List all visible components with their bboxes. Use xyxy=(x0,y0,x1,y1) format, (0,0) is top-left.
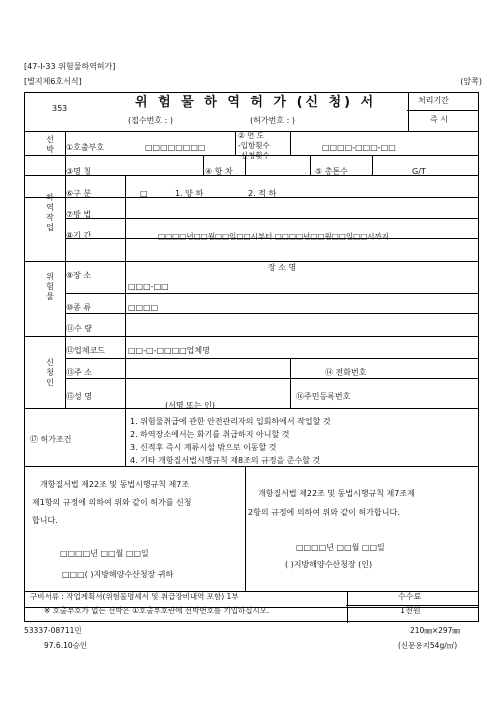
apply-count-label: -신청횟수 xyxy=(238,151,270,160)
phone-label: ⑭ 전화번호 xyxy=(325,368,367,377)
tonnage-label: ⑤ 총톤수 xyxy=(315,167,348,176)
receipt-number: (접수번호 : ) xyxy=(128,116,173,125)
required-docs: 구비서류 : 작업계획서(위험물명세서 및 취급장비내역 포함) 1부 xyxy=(30,592,239,601)
call-sign-field[interactable]: □□□□□□□□ xyxy=(145,143,206,152)
form-number: [별지제6호서식] xyxy=(24,77,82,86)
company-code-field[interactable]: □□-□-□□□□업체명 xyxy=(128,346,210,355)
tonnage-unit: G/T xyxy=(412,167,426,176)
sign-note: (서명 또는 인) xyxy=(165,401,215,410)
section-applicant: 신청인 xyxy=(46,358,54,387)
year-field[interactable]: □□□□-□□□-□□ xyxy=(322,143,396,152)
application-date[interactable]: □□□□년 □□월 □□일 xyxy=(60,549,149,558)
address-label: ⑬주 소 xyxy=(66,368,92,377)
call-sign-note: ※ 호출부호가 없는 선박은 ①호출부호란에 선박번호를 기입하십시오. xyxy=(44,606,270,615)
year-label: ② 연 도 xyxy=(238,131,264,140)
footer-approved: 97.6.10승인 xyxy=(44,641,88,650)
form-code: [47-I-33 위험물하역허가] xyxy=(24,62,116,71)
section-work: 하역작업 xyxy=(46,193,54,232)
declaration-left-line3: 합니다. xyxy=(32,516,58,525)
form-serial: 353 xyxy=(52,104,68,113)
place-label: ⑨장 소 xyxy=(66,271,92,280)
permit-date[interactable]: □□□□년 □□월 □□일 xyxy=(296,543,385,552)
call-sign-label: ①호출부호 xyxy=(66,143,105,152)
resident-id-label: ⑯주민등록번호 xyxy=(296,392,351,401)
permit-authority: ( )지방해양수산청장 (인) xyxy=(285,560,373,569)
place-field[interactable]: □□□-□□ xyxy=(128,282,169,291)
voyage-label: ④ 항 차 xyxy=(205,167,233,176)
page-side: (앞쪽) xyxy=(460,77,482,86)
fee-label: 수수료 xyxy=(398,592,422,601)
declaration-right-line2: 2항의 규정에 의하여 위와 같이 허가합니다. xyxy=(248,508,400,517)
work-type-label: ⑥구 분 xyxy=(66,189,92,198)
ship-name-label: ③명 칭 xyxy=(66,167,92,176)
applicant-name-label: ⑮성 명 xyxy=(66,392,92,401)
work-method-label: ⑦방 법 xyxy=(66,210,92,219)
quantity-label: ⑪수 량 xyxy=(66,324,92,333)
place-name-header: 장 소 명 xyxy=(268,263,297,272)
section-cargo: 위험물 xyxy=(46,272,54,301)
footer-code: 53337-08711민 xyxy=(24,626,82,635)
footer-paper: (신문용지54g/㎡) xyxy=(398,641,458,650)
processing-period-value: 즉 시 xyxy=(430,115,448,124)
work-period-field[interactable]: □□□□년□□월□□일□□시부터 □□□□년□□월□□일□□시까지 xyxy=(158,232,390,241)
section-ship: 선박 xyxy=(46,135,54,154)
condition-item-2: 2. 하역장소에서는 화기를 취급하지 아니할 것 xyxy=(130,430,290,439)
condition-item-4: 4. 기타 개항질서법시행규칙 제8조의 규정을 준수할 것 xyxy=(130,456,321,465)
kind-label: ⑩종 류 xyxy=(66,303,92,312)
conditions-label: ⑰ 허가조건 xyxy=(30,435,72,444)
declaration-left-line2: 제1항의 규정에 의하여 위와 같이 허가를 신청 xyxy=(32,498,192,507)
fee-value: 1천원 xyxy=(400,606,421,615)
declaration-right-line1: 개항질서법 제22조 및 동법시행규칙 제7조제 xyxy=(258,489,415,498)
addressee: □□□( )지방해양수산청장 귀하 xyxy=(62,570,174,579)
kind-field[interactable]: □□□□ xyxy=(128,303,159,312)
condition-item-1: 1. 위험물취급에 관한 안전관리자의 입회하에서 작업할 것 xyxy=(130,417,331,426)
page-title: 위 험 물 하 역 허 가 (신 청) 서 xyxy=(135,95,377,110)
work-period-label: ⑧기 간 xyxy=(66,231,92,240)
footer-size: 210㎜×297㎜ xyxy=(410,626,460,635)
permit-number: (허가번호 : ) xyxy=(250,116,295,125)
work-type-unload[interactable]: 1. 양 하 xyxy=(175,189,204,198)
declaration-left-line1: 개항질서법 제22조 및 동법시행규칙 제7조 xyxy=(40,480,190,489)
processing-period-label: 처리기간 xyxy=(418,96,449,105)
form-frame xyxy=(24,92,479,622)
company-code-label: ⑫업체코드 xyxy=(66,346,105,355)
entry-count-label: -입항횟수 xyxy=(238,141,270,150)
work-type-checkbox[interactable]: □ xyxy=(140,189,148,198)
condition-item-3: 3. 신적후 즉시 계류시설 밖으로 이동할 것 xyxy=(130,443,277,452)
work-type-load[interactable]: 2. 적 하 xyxy=(248,189,277,198)
